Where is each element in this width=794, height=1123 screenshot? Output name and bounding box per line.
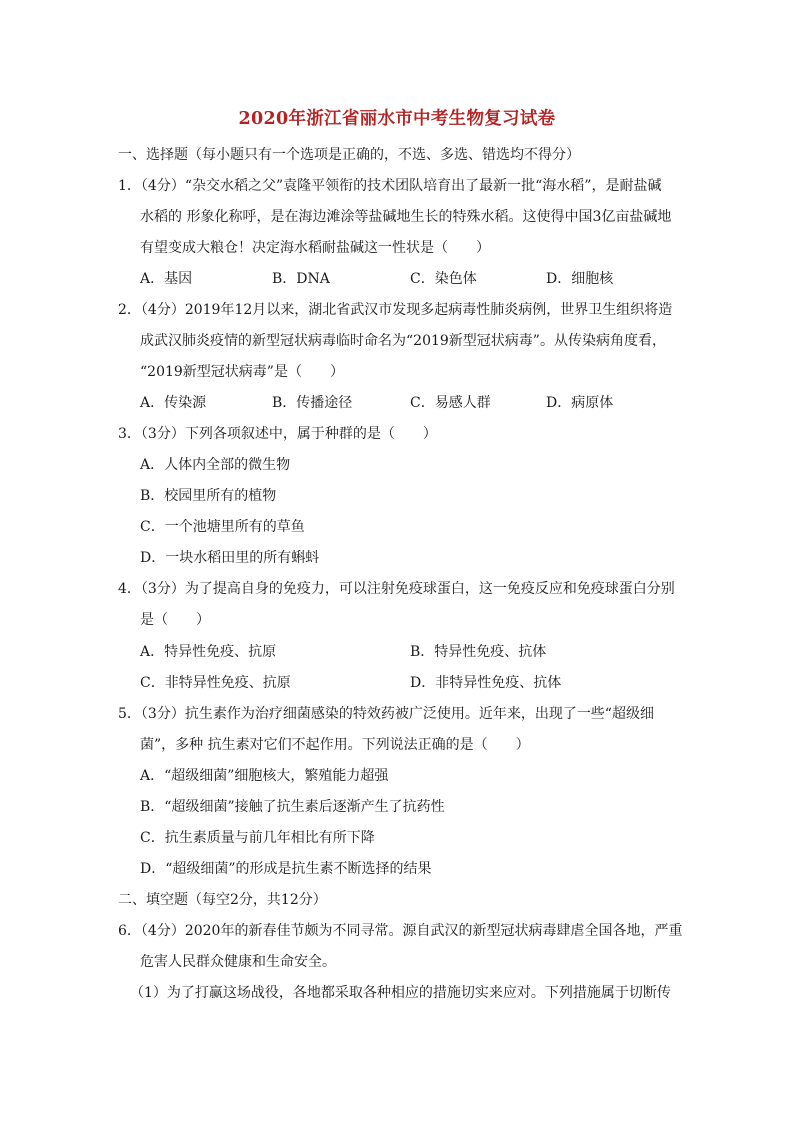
option-b: B．特异性免疫、抗体: [410, 644, 547, 660]
option-a: A．人体内全部的微生物: [140, 457, 291, 473]
question-6-line-2: 危害人民群众健康和生命安全。: [140, 954, 336, 970]
option-b: B．DNA: [272, 271, 330, 287]
section-heading-choice: 一、选择题（每小题只有一个选项是正确的，不选、多选、错选均不得分）: [118, 147, 580, 163]
option-b: B．校园里所有的植物: [140, 488, 277, 504]
option-c: C．非特异性免疫、抗原: [140, 675, 291, 691]
question-4-options-row-2: [0, 673, 794, 693]
option-d: D．细胞核: [546, 271, 614, 287]
option-b: B．“超级细菌”接触了抗生素后逐渐产生了抗药性: [140, 799, 445, 815]
option-b: B．传播途径: [272, 395, 353, 411]
question-1-line-2: 水稻的 形象化称呼，是在海边滩涂等盐碱地生长的特殊水稻。这使得中国3亿亩盐碱地: [140, 209, 672, 225]
question-6-line-1: 6．（4分）2020年的新春佳节颇为不同寻常。源自武汉的新型冠状病毒肆虐全国各地，严重: [118, 923, 683, 939]
section-heading-fill: 二、填空题（每空2分，共12分）: [118, 892, 327, 908]
option-a: A．特异性免疫、抗原: [140, 644, 277, 660]
question-2-line-1: 2．（4分）2019年12月以来，湖北省武汉市发现多起病毒性肺炎病例，世界卫生组织将造: [118, 302, 673, 318]
question-4-options-row-1: [0, 642, 794, 662]
question-2-line-2: 成武汉肺炎疫情的新型冠状病毒临时命名为“2019新型冠状病毒”。从传染病角度看，: [140, 333, 666, 349]
option-d: D．病原体: [546, 395, 614, 411]
option-a: A．基因: [140, 271, 193, 287]
option-d: D．非特异性免疫、抗体: [410, 675, 562, 691]
question-5-line-1: 5．（3分）抗生素作为治疗细菌感染的特效药被广泛使用。近年来，出现了一些“超级细: [118, 706, 654, 722]
question-4-line-2: 是（ ）: [140, 612, 210, 628]
option-a: A．“超级细菌”细胞核大，繁殖能力超强: [140, 768, 389, 784]
question-2-options: [0, 393, 794, 413]
question-3-line-1: 3．（3分）下列各项叙述中，属于种群的是（ ）: [118, 426, 437, 442]
page-title: 2020年浙江省丽水市中考生物复习试卷: [238, 109, 556, 129]
option-d: D．一块水稻田里的所有蝌蚪: [140, 550, 320, 566]
question-2-line-3: “2019新型冠状病毒”是（ ）: [140, 364, 344, 380]
question-1-options: [0, 269, 794, 289]
option-c: C．一个池塘里所有的草鱼: [140, 519, 305, 535]
option-c: C．抗生素质量与前几年相比有所下降: [140, 830, 375, 846]
question-1-line-1: 1．（4分）“杂交水稻之父”袁隆平领衔的技术团队培育出了最新一批“海水稻”，是耐盐碱: [118, 178, 662, 194]
option-c: C．染色体: [410, 271, 477, 287]
question-6-sub-1: （1）为了打赢这场战役，各地都采取各种相应的措施切实来应对。下列措施属于切断传: [130, 985, 671, 1001]
option-a: A．传染源: [140, 395, 207, 411]
option-d: D．“超级细菌”的形成是抗生素不断选择的结果: [140, 861, 432, 877]
question-4-line-1: 4．（3分）为了提高自身的免疫力，可以注射免疫球蛋白，这一免疫反应和免疫球蛋白分别: [118, 581, 675, 597]
question-5-line-2: 菌”，多种 抗生素对它们不起作用。下列说法正确的是（ ）: [140, 737, 530, 753]
question-1-line-3: 有望变成大粮仓！决定海水稻耐盐碱这一性状是（ ）: [140, 240, 490, 256]
option-c: C．易感人群: [410, 395, 491, 411]
